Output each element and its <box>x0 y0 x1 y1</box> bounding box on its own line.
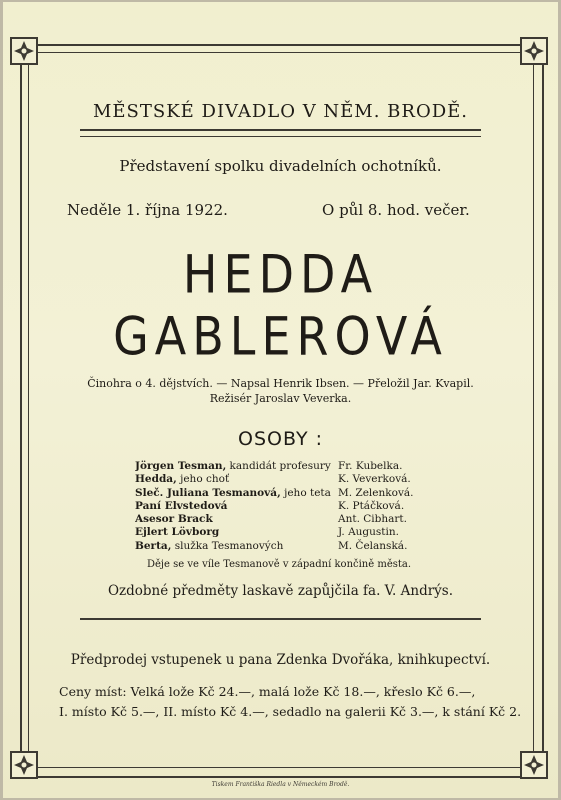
character-name: Sleč. Juliana Tesmanová, <box>135 486 281 499</box>
character-name: Berta, <box>135 539 172 552</box>
ticket-prices-line-1: Ceny míst: Velká lože Kč 24.—, malá lože Kč 18.—, křeslo Kč 6.—, <box>59 684 476 699</box>
ticket-presale: Předprodej vstupenek u pana Zdenka Dvořáka, knihkupectví. <box>70 652 491 668</box>
divider-rule <box>80 618 481 620</box>
cast-row <box>135 460 435 473</box>
cast-row <box>135 473 435 486</box>
ornament-corner-icon <box>10 37 38 65</box>
performance-date: Neděle 1. října 1922. <box>67 201 228 219</box>
cast-row <box>135 487 435 500</box>
props-credit: Ozdobné předměty laskavě zapůjčila fa. V. Andrýs. <box>107 583 454 599</box>
character-description: služka Tesmanových <box>171 539 284 552</box>
actor-name: Fr. Kubelka. <box>338 460 403 472</box>
ticket-prices-line-2: I. místo Kč 5.—, II. místo Kč 4.—, sedadlo na galerii Kč 3.—, k stání Kč 2. <box>59 704 522 719</box>
actor-name: M. Zelenková. <box>338 486 414 499</box>
performance-time: O půl 8. hod. večer. <box>322 201 470 219</box>
ornament-corner-icon <box>520 37 548 65</box>
performance-subtitle: Představení spolku divadelních ochotníků. <box>119 157 442 175</box>
scene-setting: Děje se ve víle Tesmanově v západní končině města. <box>147 559 412 570</box>
actor-name: K. Ptáčková. <box>338 499 405 512</box>
character-name: Paní Elvstedová <box>135 499 228 512</box>
play-title-line-1: HEDDA <box>182 242 379 306</box>
cast-row <box>135 526 435 539</box>
actor-name: J. Augustin. <box>338 526 399 539</box>
character-name: Ejlert Lövborg <box>135 526 220 539</box>
play-title-line-2: GABLEROVÁ <box>113 304 448 368</box>
character-name: Jörgen Tesman, <box>135 460 227 472</box>
ornament-corner-icon <box>10 751 38 779</box>
character-description: jeho teta <box>280 486 331 499</box>
ornament-corner-icon <box>520 751 548 779</box>
cast-heading: OSOBY : <box>237 428 323 450</box>
director-credit: Režisér Jaroslav Veverka. <box>209 392 352 405</box>
character-description: kandidát profesury <box>226 460 331 472</box>
play-credits: Činohra o 4. dějstvích. — Napsal Henrik Ibsen. — Přeložil Jar. Kvapil. <box>87 377 474 390</box>
cast-row <box>135 540 435 553</box>
character-description: jeho choť <box>176 473 230 486</box>
actor-name: Ant. Cibhart. <box>338 513 407 526</box>
printer-credit: Tiskem Františka Riedla v Německém Brodě. <box>211 781 350 788</box>
actor-name: M. Čelanská. <box>338 539 408 552</box>
cast-row <box>135 513 435 526</box>
character-name: Hedda, <box>135 473 177 486</box>
character-name: Asesor Brack <box>135 513 213 526</box>
actor-name: K. Veverková. <box>338 473 411 486</box>
cast-list <box>135 460 435 553</box>
theatre-name: MĚSTSKÉ DIVADLO V NĚM. BRODĚ. <box>92 101 469 122</box>
divider-rule <box>80 129 481 137</box>
cast-row <box>135 500 435 513</box>
